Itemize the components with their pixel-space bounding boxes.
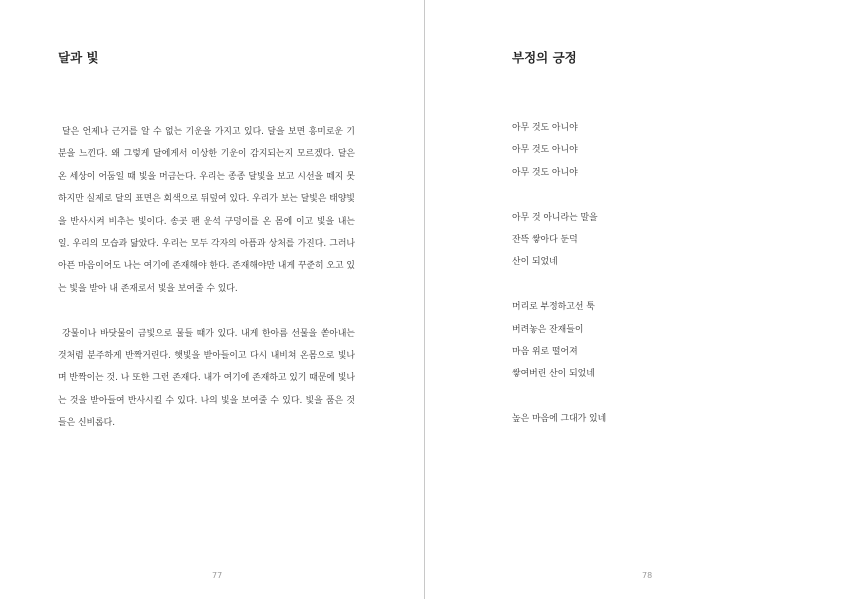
essay-body <box>58 121 355 435</box>
poem-line: 버려놓은 잔재들이 <box>512 324 584 335</box>
poem-line: 아무 것도 아니야 <box>512 123 578 133</box>
poem-line: 머리로 부정하고선 툭 <box>512 302 595 313</box>
essay-paragraph: 달은 언제나 근거를 알 수 없는 기운을 가지고 있다. 달을 보면 흥미로운 기분을 느낀다. 왜 그렇게 달에게서 이상한 기운이 감지되는지 모르겠다. 달은 온 세상이 어둠일 때 빛을 머금는다. 우리는 종종 달빛을 보고 시선을 떼지 못하지만 실제로 달의 표면은 회색으로 뒤덮여 있다. 우리가 보는 달빛은 태양빛을 반사시켜 비추는 빛이다. 송곳 팬 운석 구덩이를 온 몸에 이고 빛을 내는 일. 우리의 모습과 닮았다. 우리는 모두 각자의 아픔과 상처를 가진다. 그러나 아픈 마음이어도 나는 여기에 존재해야 한다. 존재해야만 내게 꾸준히 오고 있는 빛을 받아 내 존재로서 빛을 보여줄 수 있다. <box>58 127 355 294</box>
poem-stanza <box>512 296 606 386</box>
poem-line: 산이 되었네 <box>512 257 558 268</box>
essay-title: 달과 빛 <box>58 50 99 65</box>
poem-line: 마음 위로 떨어져 <box>512 346 578 357</box>
poem-stanza <box>512 207 606 274</box>
right-page <box>425 0 849 599</box>
essay-paragraph: 강물이나 바닷물이 금빛으로 물들 때가 있다. 내게 한아름 선물을 쏟아내는 것처럼 분주하게 반짝거린다. 햇빛을 받아들이고 다시 내비쳐 온몸으로 빛나며 반짝이는 것. 나 또한 그런 존재다. 내가 여기에 존재하고 있기 때문에 빛나는 것을 받아들여 반사시킬 수 있다. 나의 빛을 보여줄 수 있다. 빛을 품은 것들은 신비롭다. <box>58 328 355 429</box>
poem-stanza <box>512 408 606 430</box>
page-number-right: 78 <box>642 571 653 580</box>
poem-line: 높은 마음에 그대가 있네 <box>512 414 607 425</box>
poem-stanza <box>512 117 606 184</box>
poem-line: 쌓여버린 산이 되었네 <box>512 369 595 380</box>
poem-line: 아무 것 아니라는 말을 <box>512 212 598 223</box>
poem-title: 부정의 긍정 <box>512 50 577 65</box>
poem-body <box>512 117 606 430</box>
poem-line: 잔뜩 쌓아다 둔덕 <box>512 234 578 245</box>
poem-line: 아무 것도 아니야 <box>512 145 578 156</box>
page-number-left: 77 <box>212 571 223 580</box>
poem-line: 아무 것도 아니야 <box>512 167 578 178</box>
